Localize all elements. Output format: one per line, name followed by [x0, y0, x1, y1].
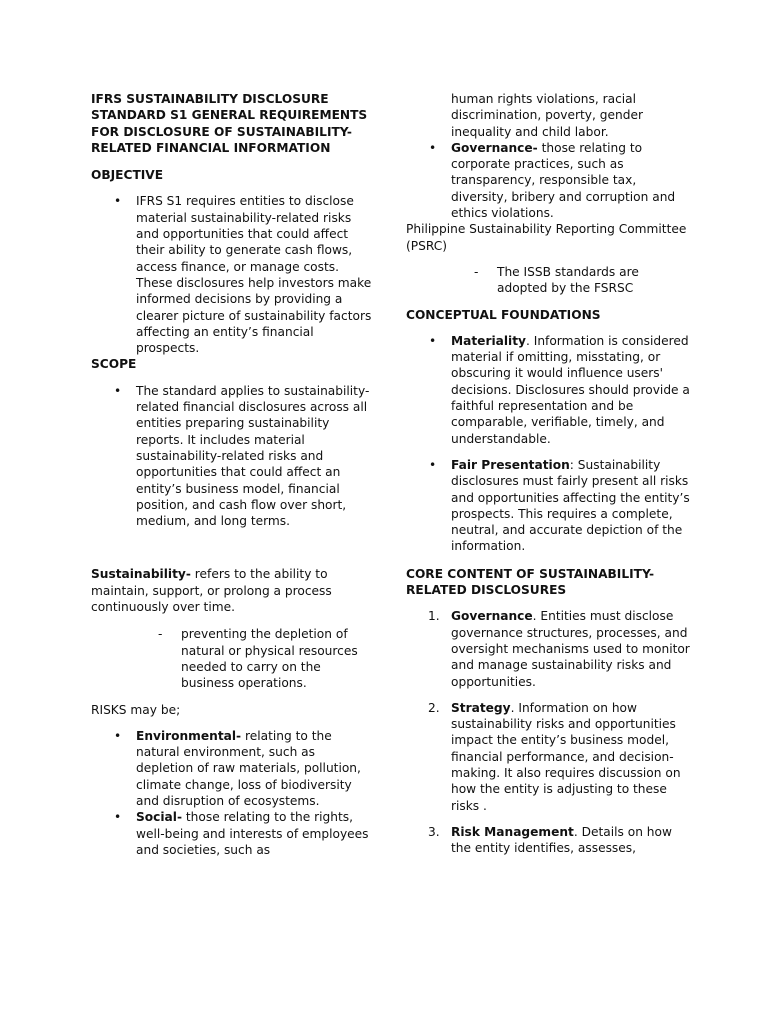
sustainability-definition	[91, 566, 376, 615]
risk-env-term: Environmental-	[136, 728, 242, 743]
sustainability-dash-text: preventing the depletion of natural or physical resources needed to carry on the business operations.	[181, 627, 358, 691]
psrc-dash-text: The ISSB standards are adopted by the FSRSC	[497, 264, 639, 296]
right-column	[406, 91, 691, 856]
core-item-term: Governance	[451, 609, 533, 624]
psrc-line: Philippine Sustainability Reporting Committee (PSRC)	[406, 222, 687, 253]
fair-presentation-bullet	[406, 457, 691, 555]
materiality-text: . Information is considered material if omitting, misstating, or obscuring it would influence users' decisions. Disclosures should provide a faithful representation and be comparable, verifiable, timely, and understandable.	[451, 333, 690, 446]
risk-environmental	[91, 728, 376, 809]
social-continuation: human rights violations, racial discrimination, poverty, gender inequality and child labor.	[451, 92, 643, 139]
risk-social-term: Social-	[136, 810, 183, 825]
document-title: IFRS SUSTAINABILITY DISCLOSURE STANDARD S1 GENERAL REQUIREMENTS FOR DISCLOSURE OF SUSTAINABILITY-RELATED FINANCIAL INFORMATION	[91, 92, 368, 155]
objective-bullet: • IFRS S1 requires entities to disclose material sustainability-related risks and opportunities that could affect their ability to generate cash flows, access finance, or manage costs. These disclosures help investors make informed decisions by providing a clearer picture of sustainability factors affecting an entity’s financial prospects.	[91, 193, 376, 356]
governance-risk-list	[406, 140, 691, 221]
conceptual-heading: CONCEPTUAL FOUNDATIONS	[406, 307, 601, 322]
scope-list	[91, 383, 376, 530]
risks-list	[91, 728, 376, 858]
sustainability-def-text: refers to the ability to maintain, support, or prolong a process continuously over time.	[91, 567, 332, 615]
risk-social	[91, 809, 376, 858]
governance-term: Governance-	[451, 140, 538, 155]
dash-marker: -	[474, 264, 479, 279]
left-column	[91, 91, 376, 858]
list-number: 2.	[428, 700, 440, 715]
objective-heading: OBJECTIVE	[91, 168, 164, 183]
core-item-risk-management	[406, 824, 691, 857]
materiality-term: Materiality	[451, 333, 526, 348]
core-item-term: Strategy	[451, 700, 511, 715]
scope-bullet: • The standard applies to sustainability-related financial disclosures across all entities preparing sustainability reports. It includes material sustainability-related risks and opportunities that could affect an entity’s business model, financial position, and cash flow over short, medium, and long terms.	[91, 383, 376, 530]
risk-governance	[406, 140, 691, 221]
core-content-list	[406, 608, 691, 856]
conceptual-list	[406, 333, 691, 555]
list-number: 3.	[428, 824, 440, 839]
core-content-heading: CORE CONTENT OF SUSTAINABILITY-RELATED DISCLOSURES	[406, 566, 655, 598]
fair-text: : Sustainability disclosures must fairly present all risks and opportunities affecting the entity’s prospects. This requires a complete, neutral, and accurate depiction of the information.	[451, 457, 690, 554]
fair-term: Fair Presentation	[451, 457, 570, 472]
scope-heading: SCOPE	[91, 357, 137, 372]
core-item-term: Risk Management	[451, 824, 574, 839]
objective-list	[91, 193, 376, 356]
sustainability-term: Sustainability-	[91, 567, 191, 582]
core-item-strategy	[406, 700, 691, 814]
governance-text: those relating to corporate practices, such as transparency, responsible tax, diversity, bribery and corruption and ethics violations.	[451, 140, 676, 221]
sustainability-dash-item	[91, 626, 376, 691]
dash-marker: -	[158, 627, 163, 642]
psrc-dash-item	[406, 264, 691, 297]
risk-env-text: relating to the natural environment, such as depletion of raw materials, pollution, climate change, loss of biodiversity and disruption of ecosystems.	[136, 728, 361, 808]
list-number: 1.	[428, 609, 440, 624]
risk-social-text: those relating to the rights, well-being and interests of employees and societies, such as	[136, 810, 369, 857]
core-item-text: . Details on how the entity identifies, assesses,	[451, 824, 672, 856]
risks-intro: RISKS may be;	[91, 702, 181, 717]
core-item-text: . Information on how sustainability risks and opportunities impact the entity’s business model, financial performance, and decision-making. It also requires discussion on how the entity is adjusting to these risks .	[451, 700, 681, 813]
core-item-text: . Entities must disclose governance structures, processes, and oversight mechanisms used to monitor and manage sustainability risks and opportunities.	[451, 609, 690, 689]
core-item-governance	[406, 608, 691, 689]
materiality-bullet	[406, 333, 691, 447]
